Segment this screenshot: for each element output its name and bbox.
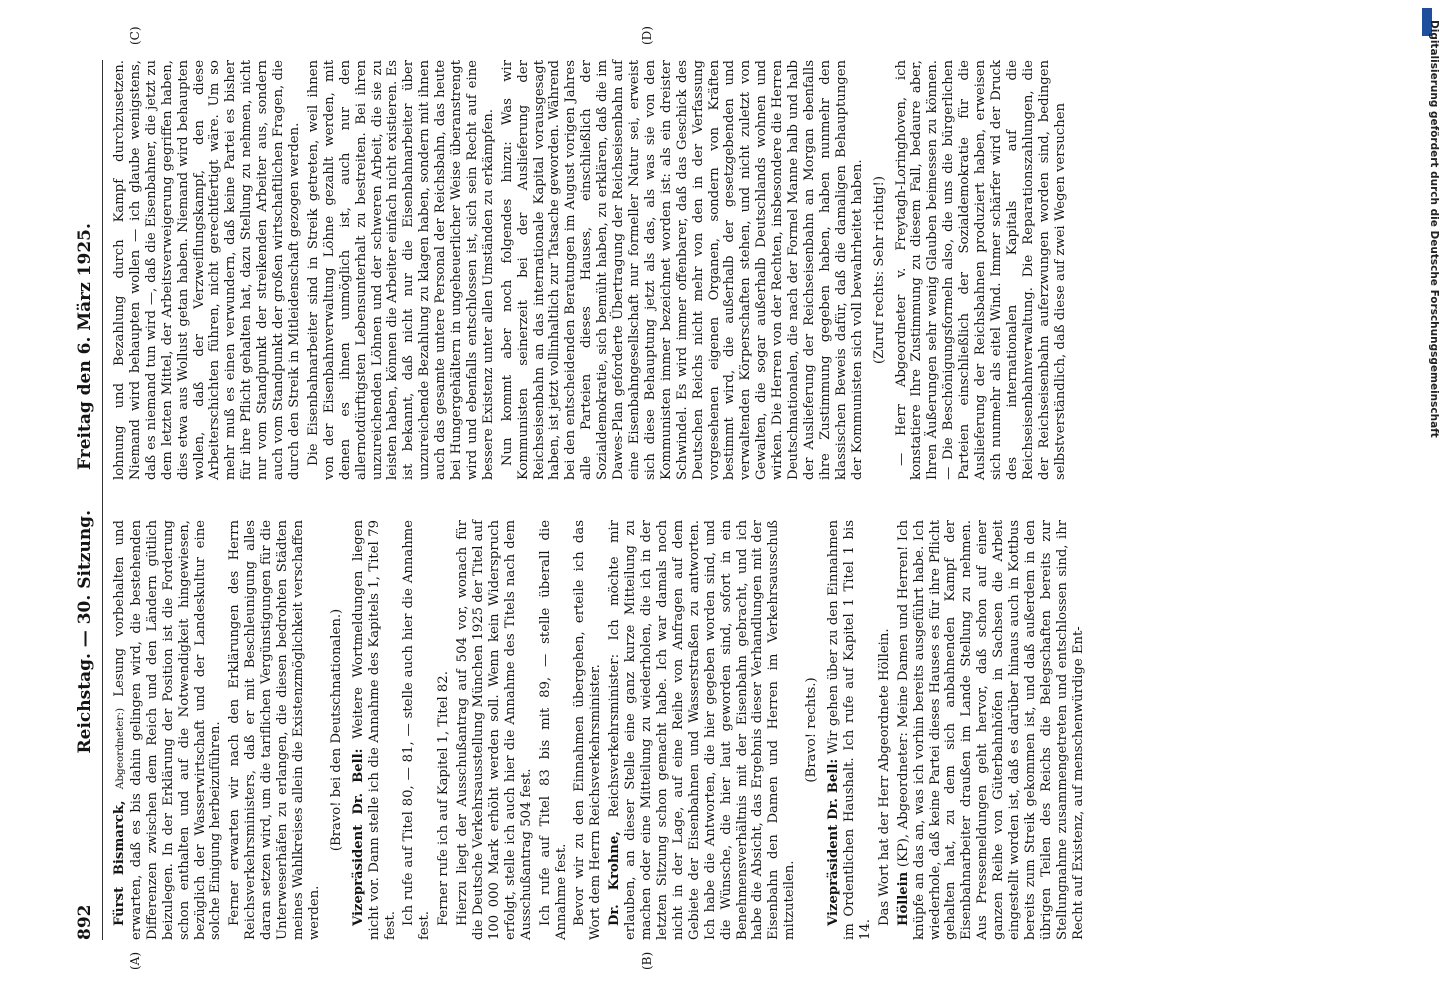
paragraph: Das Wort hat der Herr Abgeordnete Höllein.: [876, 628, 892, 926]
digitization-credit: Digitalisierung gefördert durch die Deutsche Forschungsgemeinschaft: [1428, 20, 1440, 438]
speaker-name: Dr. Krohne,: [607, 831, 623, 926]
margin-marker-c: (C): [128, 26, 142, 45]
paragraph: Ferner rufe ich auf Kapitel 1, Titel 82.: [436, 671, 452, 926]
paragraph: Hierzu liegt der Ausschußantrag auf 504 vor, wonach für die Deutsche Verkehrsausstellung München 1925 der Titel auf 100 000 Mark erhöht werden soll. Wenn kein Widerspruch erfolgt, stelle ich auch hier die Annahme des Titels nach dem Ausschußantrag 504 fest.: [455, 520, 534, 940]
page-header: [75, 60, 105, 940]
margin-marker-d: (D): [640, 26, 654, 45]
paragraph: Ferner erwarten wir nach den Erklärungen des Herrn Reichsverkehrsministers, daß er mit Beschleunigung alles daran setzen wird, um die tariflichen Vergünstigungen für die Unterweserhäfen zu erlangen, die diesen bedrohten Städten meines Wahlkreises allein die Existenzmöglichkeit verschaffen werden.: [227, 520, 322, 940]
speaker-paragraph: [826, 520, 874, 940]
session-date: Freitag den 6. März 1925.: [75, 223, 95, 470]
paragraph: Nun kommt aber noch folgendes hinzu: Was wir Kommunisten seinerzeit bei der Auslieferung der Reichseisenbahn an das internationale Kapital vorausgesagt haben, ist jetzt vollinhaltlich zur Tatsache geworden. Während bei den entscheidenden Beratungen im August vorigen Jahres alle Parteien dieses Hauses, einschließlich der Sozialdemokratie, sich bemüht haben, zu erklären, daß die im Dawes-Plan geforderte Übertragung der Reichseisenbahn auf eine Eisenbahngesellschaft nur formeller Natur sei, erweist sich diese Behauptung jetzt als das, als was sie von den Kommunisten immer bezeichnet worden ist: als ein dreister Schwindel. Es wird immer offenbarer, daß das Geschick des Deutschen Reichs nicht mehr von den in der Verfassung vorgesehenen eigenen Organen, sondern von Kräften bestimmt wird, die außerhalb der gesetzgebenden und verwaltenden Körperschaften stehen, und nicht zuletzt von Gewalten, die sogar außerhalb Deutschlands wohnen und wirken. Die Herren von der Rechten, insbesondere die Herren Deutschnationalen, die nach der Formel Manne halb und halb der Auslieferung der Reichseisenbahn an Morgan ebenfalls ihre Zustimmung gegeben haben, haben nunmehr den klassischen Beweis dafür, daß die damaligen Behauptungen der Kommunisten sich voll bewahrheitet haben.: [499, 60, 865, 480]
speech-text: Lesung vorbehalten und erwarten, daß es bis dahin gelingen wird, die bestehenden Differenzen zwischen dem Reich und den Ländern gütlich beizulegen. In der Erklärung der Position ist die Forderung schon enthalten und auf die Notwendigkeit hingewiesen, bezüglich der Wasserwirtschaft und der Landeskultur eine solche Einigung herbeizuführen.: [112, 520, 224, 940]
speech-text: Meine Damen und Herren! Ich knüpfe an das an, was ich vorhin bereits ausgeführt habe. Ich wiederhole, daß keine Partei dieses Hauses es für ihre Pflicht gehalten hat, zu dem sich anbahnenden Kampf der Eisenbahnarbeiter draußen im Lande Stellung zu nehmen. Aus Pressemeldungen geht hervor, daß schon auf einer ganzen Reihe von Güterbahnhöfen in Sachsen die Arbeit eingestellt worden ist, daß es darüber hinaus auch in Kottbus bereits zum Streik gekommen ist, und daß außerdem in den übrigen Teilen des Reichs die Belegschaften bereits zur Stellungnahme zusammengetreten und entschlossen sind, ihr Recht auf Existenz, auf menschenwürdige Ent-: [895, 520, 1086, 940]
paragraph: Ich rufe auf Titel 83 bis mit 89, — stelle überall die Annahme fest.: [537, 520, 569, 940]
header-rule: [102, 60, 103, 940]
paragraph: Die Eisenbahnarbeiter sind in Streik getreten, weil ihnen von der Eisenbahnverwaltung Löhne gezahlt werden, mit denen es ihnen unmöglich ist, auch nur den allernotdürftigsten Lebensunterhalt zu bestreiten. Bei ihren unzureichenden Löhnen und der schweren Arbeit, die sie zu leisten haben, können die Arbeiter einfach nicht existieren. Es ist bekannt, daß nicht nur die Eisenbahnarbeiter über unzureichende Bezahlung zu klagen haben, sondern mit ihnen auch das gesamte untere Personal der Reichsbahn, das heute bei Hungergehältern in ungeheuerlicher Weise überanstrengt wird und ebenfalls entschlossen ist, sich sein Recht auf eine bessere Existenz unter allen Umständen zu erkämpfen.: [305, 60, 496, 480]
speech-text: Wir gehen über zu den Einnahmen im Ordentlichen Haushalt. Ich rufe auf Kapitel 1 Titel 1 bis 14.: [826, 520, 873, 940]
speaker-paragraph: [607, 520, 798, 940]
speaker-name: Vizepräsident Dr. Bell:: [826, 758, 842, 926]
speech-text: Ich möchte mir erlauben, an dieser Stelle eine ganz kurze Mitteilung zu machen oder eine Mitteilung zu wiederholen, die ich in der letzten Sitzung schon gemacht habe. Ich war damals noch nicht in der Lage, auf eine Reihe von Anfragen auf dem Gebiete der Eisenbahnen und Wasserstraßen zu antworten. Ich habe die Antworten, die hier gegeben worden sind, und die Wünsche, die hier laut geworden sind, sofort in ein Benehmensverhältnis mit der Eisenbahn gebracht, und ich habe die Absicht, das Ergebnis dieser Verhandlungen mit der Eisenbahn den Damen und Herren im Verkehrsausschuß mitzuteilen.: [607, 520, 798, 940]
speaker-paragraph: [896, 520, 1087, 940]
page-number: 892: [75, 904, 95, 940]
speaker-role: (KP), Abgeordneter:: [895, 732, 911, 868]
left-column: [112, 520, 1312, 940]
speaker-role: Reichsverkehrsminister:: [607, 653, 623, 818]
margin-marker-b: (B): [640, 951, 654, 970]
speech-text: Weitere Wortmeldungen liegen nicht vor. Dann stelle ich die Annahme des Kapitels 1, Titel 79 fest.: [350, 520, 398, 940]
right-column: [112, 60, 1312, 480]
speaker-paragraph: [112, 520, 224, 940]
interjection: (Bravo! bei den Deutschnationalen.): [328, 608, 344, 852]
paragraph: — Herr Abgeordneter v. Freytagh-Loringhoven, ich konstatiere Ihre Zustimmung zu diesem Fall, bedaure aber, Ihren Äußerungen sehr wenig Glauben beimessen zu können. — Die Beschönigungsformeln also, die uns die bürgerlichen Parteien einschließlich der Sozialdemokratie für die Auslieferung der Reichsbahnen produziert haben, erweisen sich nunmehr als eitel Wind. Immer schärfer wird der Druck des internationalen Kapitals auf die Reichseisenbahnverwaltung. Die Reparationszahlungen, die der Reichseisenbahn auferzwungen worden sind, bedingen selbstverständlich, daß diese auf zwei Wegen versuchen: [893, 60, 1068, 480]
speaker-name: Fürst Bismarck,: [112, 800, 127, 926]
speaker-name: Vizepräsident Dr. Bell:: [350, 748, 366, 926]
session-title: Reichstag. — 30. Sitzung.: [75, 510, 95, 754]
paragraph: lohnung und Bezahlung durch Kampf durchzusetzen. Niemand wird behaupten wollen — ich glaube wenigstens, daß es niemand tun wird —, daß die Eisenbahner, die jetzt zu dem letzten Mittel, der Arbeitsverweigerung gegriffen haben, dies etwa aus Wollust getan haben. Niemand wird behaupten wollen, daß der Verzweiflungskampf, den diese Arbeiterschichten führen, nicht gerechtfertigt wäre. Um so mehr muß es einen verwundern, daß keine Partei es bisher für ihre Pflicht gehalten hat, dazu Stellung zu nehmen, nicht nur vom Standpunkt der streikenden Arbeiter aus, sondern auch vom Standpunkt der großen wirtschaftlichen Fragen, die durch den Streik in Mitleidenschaft gezogen werden.: [112, 60, 302, 480]
interjection: (Zuruf rechts: Sehr richtig!): [871, 176, 887, 364]
speaker-role: Abgeordneter:): [114, 707, 126, 790]
paragraph: Ich rufe auf Titel 80, — 81, — stelle auch hier die Annahme fest.: [401, 520, 433, 940]
interjection: (Bravo! rechts.): [804, 677, 820, 783]
paragraph: Bevor wir zu den Einnahmen übergehen, erteile ich das Wort dem Herrn Reichsverkehrsminister.: [572, 520, 604, 940]
speaker-name: Höllein: [895, 871, 911, 926]
margin-marker-a: (A): [128, 951, 142, 970]
speaker-paragraph: [351, 520, 399, 940]
